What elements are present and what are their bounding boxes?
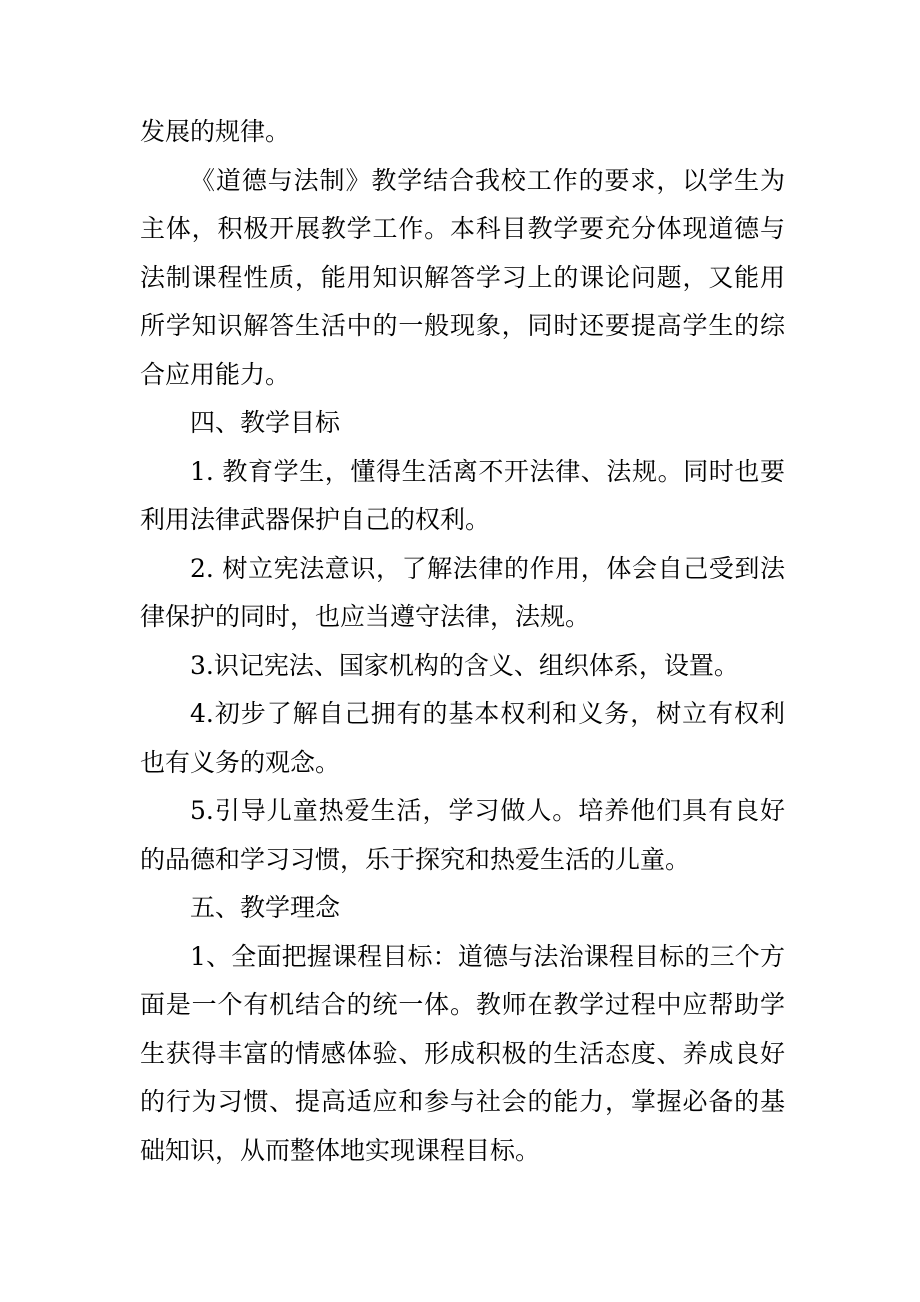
goal-item-5: 5.引导儿童热爱生活，学习做人。培养他们具有良好的品德和学习习惯，乐于探究和热爱生活的儿童。 bbox=[140, 796, 785, 874]
goal-item-1: 1. 教育学生，懂得生活离不开法律、法规。同时也要利用法律武器保护自己的权利。 bbox=[140, 456, 785, 534]
document-body bbox=[140, 108, 785, 1175]
paragraph-course-intro: 《道德与法制》教学结合我校工作的要求，以学生为主体，积极开展教学工作。本科目教学要充分体现道德与法制课程性质，能用知识解答学习上的课论问题，又能用所学知识解答生活中的一般现象，同时还要提高学生的综合应用能力。 bbox=[140, 165, 785, 389]
paragraph-continuation: 发展的规律。 bbox=[140, 117, 291, 146]
goal-item-2: 2. 树立宪法意识，了解法律的作用，体会自己受到法律保护的同时，也应当遵守法律，法规。 bbox=[140, 553, 785, 631]
goal-item-3: 3.识记宪法、国家机构的含义、组织体系，设置。 bbox=[190, 650, 739, 680]
section-heading-teaching-goals: 四、教学目标 bbox=[190, 408, 341, 437]
philosophy-item-1: 1、全面把握课程目标：道德与法治课程目标的三个方面是一个有机结合的统一体。教师在教学过程中应帮助学生获得丰富的情感体验、形成积极的生活态度、养成良好的行为习惯、提高适应和参与社会的能力，掌握必备的基础知识，从而整体地实现课程目标。 bbox=[140, 941, 785, 1165]
section-heading-teaching-philosophy: 五、教学理念 bbox=[190, 893, 341, 922]
goal-item-4: 4.初步了解自己拥有的基本权利和义务，树立有权利也有义务的观念。 bbox=[140, 699, 785, 777]
